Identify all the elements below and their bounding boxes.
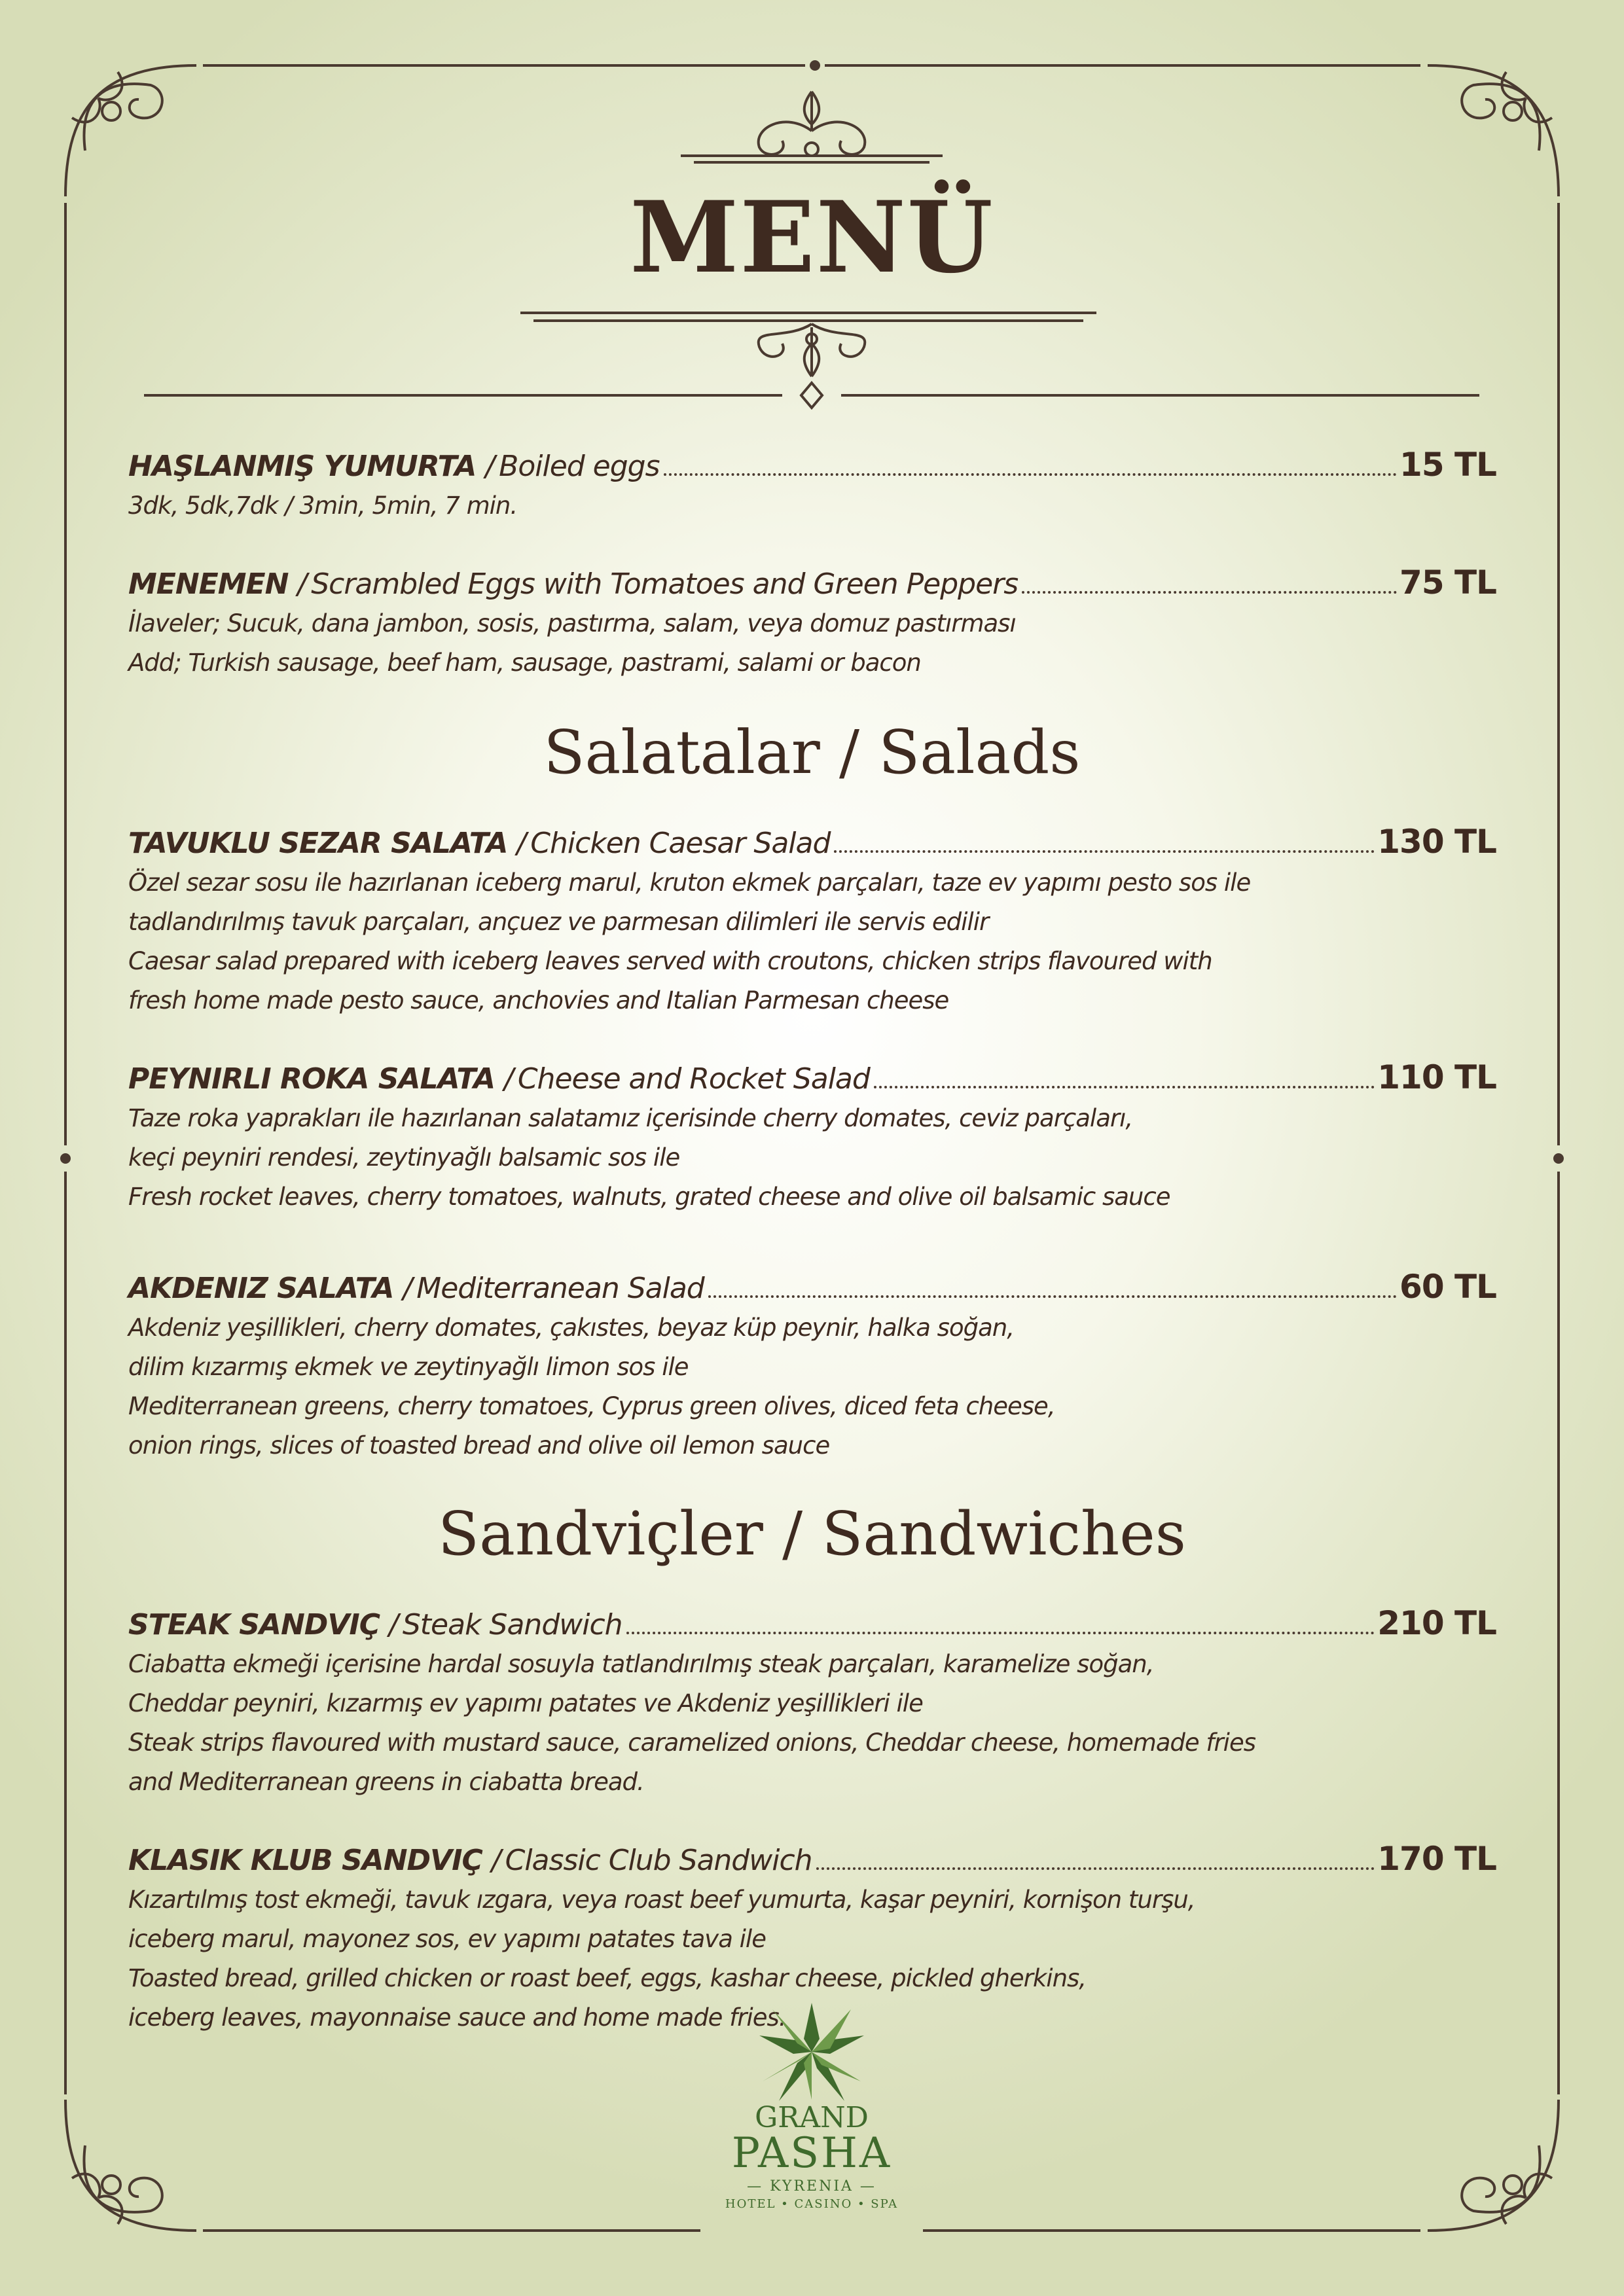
item-name: AKDENIZ SALATA [128, 1272, 394, 1305]
leader-dots [1022, 591, 1397, 594]
item-description-line: Mediterranean greens, cherry tomatoes, Cyprus green olives, diced feta cheese, [128, 1392, 1055, 1420]
item-description-line: iceberg leaves, mayonnaise sauce and home made fries. [128, 2003, 786, 2032]
item-separator: / [403, 1272, 413, 1305]
menu-item-steak-sandwich [128, 1604, 1496, 1802]
item-english-name: Cheese and Rocket Salad [517, 1062, 870, 1096]
item-description-line: 3dk, 5dk,7dk / 3min, 5min, 7 min. [128, 492, 518, 520]
item-english-name: Mediterranean Salad [416, 1272, 704, 1305]
leader-dots [626, 1632, 1375, 1634]
item-description-line: Steak strips flavoured with mustard sauce, caramelized onions, Cheddar cheese, homemade fries [128, 1729, 1255, 1757]
corner-flourish-icon [65, 65, 196, 196]
item-description-line: Fresh rocket leaves, cherry tomatoes, walnuts, grated cheese and olive oil balsamic sauce [128, 1183, 1170, 1211]
item-english-name: Classic Club Sandwich [505, 1844, 812, 1877]
menu-item-chicken-caesar-salad [128, 822, 1496, 1020]
item-separator: / [485, 450, 496, 483]
brand-logo [713, 2003, 910, 2219]
item-name: PEYNIRLI ROKA SALATA [128, 1062, 495, 1096]
header-divider [144, 383, 1479, 408]
leader-dots [874, 1086, 1375, 1088]
item-description-line: Toasted bread, grilled chicken or roast beef, eggs, kashar cheese, pickled gherkins, [128, 1964, 1087, 1992]
item-description-line: Kızartılmış tost ekmeği, tavuk ızgara, veya roast beef yumurta, kaşar peyniri, kornişon turşu, [128, 1886, 1195, 1914]
item-price: 15 TL [1399, 446, 1496, 484]
star-logo-icon [759, 2003, 864, 2101]
item-description-line: tadlandırılmış tavuk parçaları, ançuez ve parmesan dilimleri ile servis edilir [128, 908, 989, 936]
corner-flourish-icon [65, 2100, 196, 2231]
item-description-line: Özel sezar sosu ile hazırlanan iceberg marul, kruton ekmek parçaları, taze ev yapımı pesto sos ile [128, 869, 1251, 897]
item-price: 130 TL [1377, 823, 1496, 861]
item-price: 75 TL [1399, 564, 1496, 601]
item-price: 210 TL [1377, 1604, 1496, 1642]
item-separator: / [491, 1844, 501, 1877]
menu-item-mediterranean-salad [128, 1267, 1496, 1465]
item-separator: / [297, 567, 308, 601]
item-description-line: Akdeniz yeşillikleri, cherry domates, çakıstes, beyaz küp peynir, halka soğan, [128, 1314, 1014, 1342]
menu-item-cheese-rocket-salad [128, 1058, 1496, 1217]
item-description-line: Add; Turkish sausage, beef ham, sausage, pastrami, salami or bacon [128, 649, 921, 677]
section-title-salads: Salatalar / Salads [543, 717, 1081, 787]
item-description-line: Cheddar peyniri, kızarmış ev yapımı patates ve Akdeniz yeşillikleri ile [128, 1689, 923, 1717]
leader-dots [834, 850, 1375, 853]
item-price: 60 TL [1399, 1268, 1496, 1306]
menu-item-boiled-eggs [128, 445, 1496, 526]
item-english-name: Chicken Caesar Salad [530, 827, 831, 860]
leader-dots [664, 473, 1397, 476]
item-description-line: and Mediterranean greens in ciabatta bread. [128, 1768, 644, 1796]
logo-text-grand: GRAND [755, 2101, 869, 2134]
item-english-name: Steak Sandwich [402, 1608, 623, 1641]
item-separator: / [389, 1608, 399, 1641]
corner-flourish-icon [1428, 65, 1559, 196]
leader-dots [708, 1295, 1397, 1298]
item-separator: / [516, 827, 527, 860]
logo-text-kyrenia: — KYRENIA — [747, 2178, 876, 2195]
item-description-line: dilim kızarmış ekmek ve zeytinyağlı limon sos ile [128, 1353, 689, 1381]
item-english-name: Boiled eggs [499, 450, 660, 483]
item-description-line: Taze roka yaprakları ile hazırlanan salatamız içerisinde cherry domates, ceviz parçaları, [128, 1104, 1133, 1132]
item-description-line: keçi peyniri rendesi, zeytinyağlı balsamic sos ile [128, 1143, 680, 1172]
item-name: HAŞLANMIŞ YUMURTA [128, 450, 477, 483]
item-description-line: iceberg marul, mayonez sos, ev yapımı patates tava ile [128, 1925, 766, 1953]
item-name: MENEMEN [128, 567, 289, 601]
item-separator: / [504, 1062, 514, 1096]
logo-text-pasha: PASHA [731, 2129, 892, 2178]
item-name: STEAK SANDVIÇ [128, 1608, 380, 1641]
item-description-line: fresh home made pesto sauce, anchovies and Italian Parmesan cheese [128, 986, 949, 1014]
item-name: KLASIK KLUB SANDVIÇ [128, 1844, 482, 1877]
menu-item-menemen [128, 563, 1496, 683]
page-title: MENÜ [630, 180, 994, 295]
section-title-sandwiches: Sandviçler / Sandwiches [438, 1499, 1186, 1569]
item-description-line: Ciabatta ekmeği içerisine hardal sosuyla tatlandırılmış steak parçaları, karamelize soğan, [128, 1650, 1154, 1678]
item-price: 110 TL [1377, 1058, 1496, 1096]
item-price: 170 TL [1377, 1840, 1496, 1878]
item-description-line: onion rings, slices of toasted bread and olive oil lemon sauce [128, 1431, 830, 1460]
item-description-line: Caesar salad prepared with iceberg leaves served with croutons, chicken strips flavoured with [128, 947, 1212, 975]
corner-flourish-icon [1428, 2100, 1559, 2231]
item-english-name: Scrambled Eggs with Tomatoes and Green Peppers [311, 567, 1019, 601]
item-name: TAVUKLU SEZAR SALATA [128, 827, 508, 860]
title-top-ornament-icon [681, 92, 943, 162]
logo-tagline: HOTEL • CASINO • SPA [725, 2197, 899, 2211]
title-bottom-ornament-icon [520, 313, 1096, 376]
item-description-line: İlaveler; Sucuk, dana jambon, sosis, pastırma, salam, veya domuz pastırması [128, 609, 1016, 637]
leader-dots [816, 1867, 1375, 1870]
